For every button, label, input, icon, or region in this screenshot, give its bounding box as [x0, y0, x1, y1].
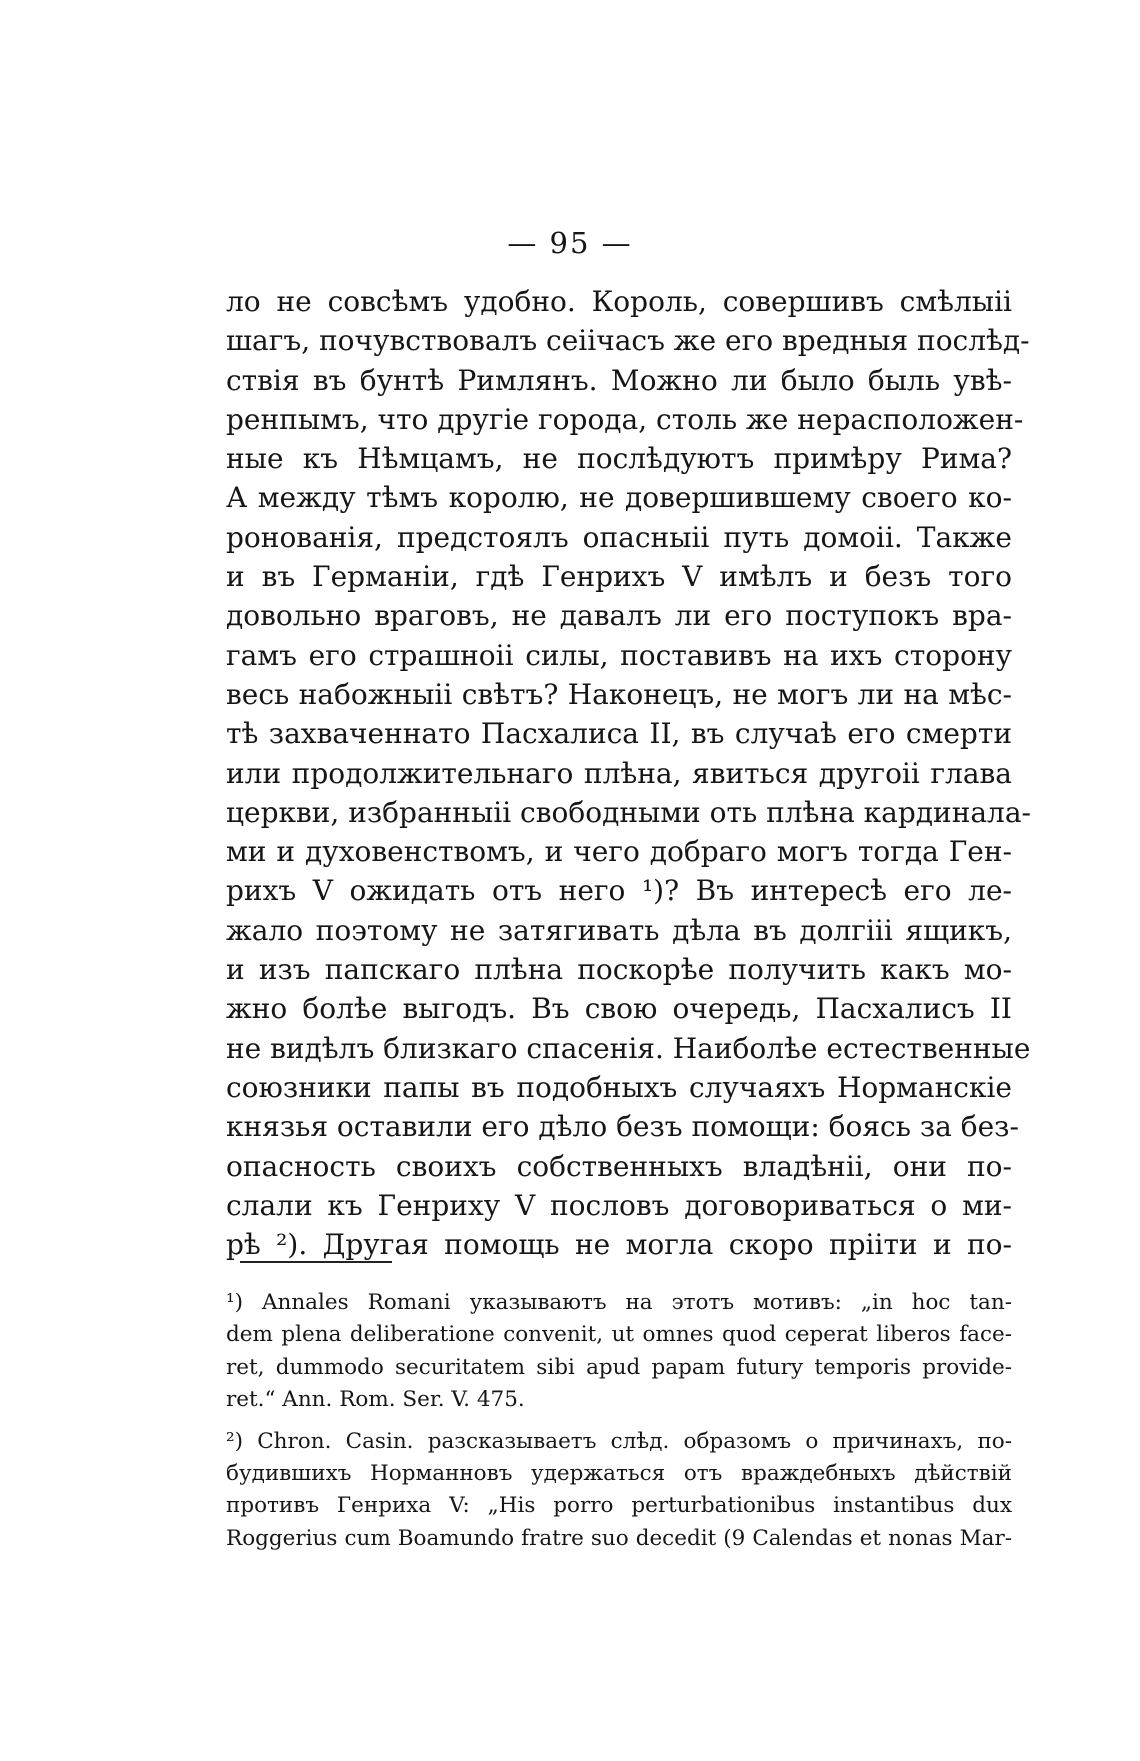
text-line: князья оставили его дѣло безъ помощи: боясь за без-	[226, 1110, 1019, 1144]
footnote-separator	[240, 1261, 392, 1263]
text-line: не видѣлъ близкаго спасенія. Наиболѣе естественные	[226, 1031, 1031, 1065]
text-line: или продолжительнаго плѣна, явиться другоіі глава	[226, 756, 1012, 790]
text-line: ло не совсѣмъ удобно. Король, совершивъ смѣлыіі	[226, 285, 1012, 318]
page-number: — 95 —	[507, 226, 633, 260]
text-line: А между тѣмъ королю, не довершившему своего ко-	[226, 481, 1012, 515]
body-text	[226, 282, 1031, 1264]
text-line: ствія въ бунтѣ Римлянъ. Можно ли было быль увѣ-	[226, 363, 1012, 397]
text-line: церкви, избранныіі свободными оть плѣна кардинала-	[226, 795, 1031, 829]
footnote-2	[226, 1426, 1012, 1556]
footnote-line: Roggerius cum Boamundo fratre suo decedit (9 Calendas et nonas Mar-	[226, 1525, 1012, 1551]
footnote-line: ret.“ Ann. Rom. Ser. V. 475.	[226, 1387, 525, 1413]
footnote-line: противъ Генриха V: „His porro perturbationibus instantibus dux	[226, 1493, 1012, 1519]
text-line: опасность своихъ собственныхъ владѣніі, они по-	[226, 1149, 1012, 1183]
footnote-line: ²) Chron. Casin. разсказываетъ слѣд. образомъ о причинахъ, по-	[226, 1428, 1012, 1454]
text-line: союзники папы въ подобныхъ случаяхъ Норманскіе	[226, 1070, 1012, 1104]
text-line: довольно враговъ, не давалъ ли его поступокъ вра-	[226, 599, 1012, 633]
footnote-line: ¹) Annales Romani указываютъ на этотъ мотивъ: „in hoc tan-	[226, 1290, 1012, 1315]
text-line: тѣ захваченнато Пасхалиса II, въ случаѣ его смерти	[226, 717, 1012, 751]
footnote-line: dem plena deliberatione convenit, ut omnes quod ceperat liberos face-	[226, 1322, 1012, 1348]
text-line: рѣ ²). Другая помощь не могла скоро прііти и по-	[226, 1228, 1012, 1262]
text-line: гамъ его страшноіі силы, поставивъ на ихъ сторону	[226, 638, 1012, 672]
footnote-1	[226, 1287, 1012, 1417]
text-line: ронованія, предстоялъ опасныіі путь домоіі. Также	[226, 520, 1012, 554]
footnote-line: ret, dummodo securitatem sibi apud papam futury temporis provide-	[226, 1354, 1012, 1380]
footnotes	[226, 1287, 1012, 1555]
footnote-line: будившихъ Норманновъ удержаться отъ враждебныхъ дѣйствій	[226, 1460, 1012, 1486]
text-line: слали къ Генриху V пословъ договориваться о ми-	[226, 1188, 1012, 1222]
text-line: и изъ папскаго плѣна поскорѣе получить какъ мо-	[226, 953, 1012, 987]
text-line: ренпымъ, что другіе города, столь же нерасположен-	[226, 402, 1024, 436]
text-line: жно болѣе выгодъ. Въ свою очередь, Пасхалисъ II	[226, 992, 1012, 1026]
text-line: весь набожныіі свѣтъ? Наконецъ, не могъ ли на мѣс-	[226, 677, 1012, 711]
text-line: шагъ, почувствовалъ сеіічасъ же его вредныя послѣд-	[226, 324, 1030, 358]
text-line: жало поэтому не затягивать дѣла въ долгііі ящикъ,	[226, 913, 1012, 947]
text-line: ные къ Нѣмцамъ, не послѣдуютъ примѣру Рима?	[226, 442, 1012, 476]
text-line: ми и духовенствомъ, и чего добраго могъ тогда Ген-	[226, 835, 1012, 869]
text-line: рихъ V ожидать отъ него ¹)? Въ интересѣ его ле-	[226, 874, 1012, 908]
text-line: и въ Германіи, гдѣ Генрихъ V имѣлъ и безъ того	[226, 560, 1012, 594]
